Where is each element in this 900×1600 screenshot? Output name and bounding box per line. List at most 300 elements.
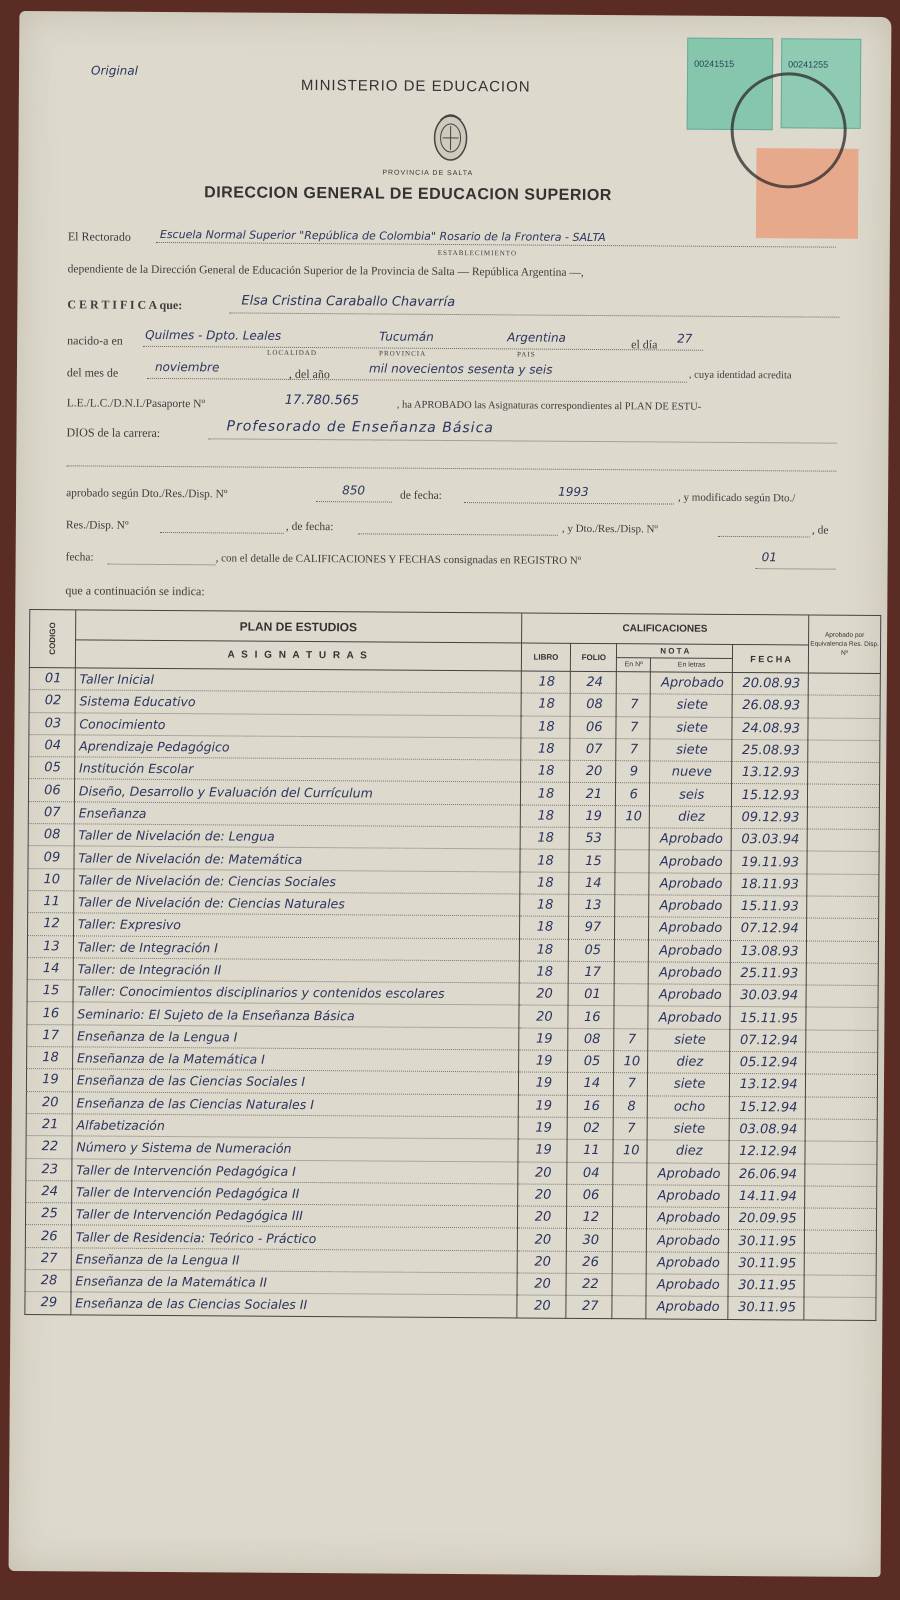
table-cell bbox=[518, 1072, 568, 1095]
table-cell bbox=[730, 962, 806, 985]
cell-subject: Taller de Residencia: Teórico - Práctico bbox=[75, 1228, 317, 1246]
cell-code: 22 bbox=[41, 1139, 59, 1155]
table-cell bbox=[28, 913, 74, 936]
cell-code: 11 bbox=[43, 894, 60, 910]
table-cell bbox=[650, 783, 732, 806]
cell-folio: 05 bbox=[584, 942, 602, 958]
cell-libro: 20 bbox=[534, 1254, 552, 1270]
table-cell bbox=[612, 1296, 646, 1319]
table-cell bbox=[804, 1253, 876, 1276]
cell-letras: Aprobado bbox=[656, 1255, 720, 1271]
table-cell bbox=[519, 983, 569, 1006]
cell-libro: 18 bbox=[536, 920, 554, 936]
table-cell bbox=[568, 983, 614, 1006]
y-dto-label: , y Dto./Res./Disp. Nº bbox=[561, 522, 658, 536]
cell-libro: 20 bbox=[534, 1276, 551, 1292]
table-cell bbox=[567, 1162, 613, 1185]
cell-folio: 01 bbox=[584, 987, 601, 1003]
cell-letras: siete bbox=[676, 720, 708, 736]
table-cell bbox=[731, 851, 807, 874]
cell-code: 10 bbox=[43, 871, 61, 888]
table-cell bbox=[569, 850, 615, 873]
table-cell bbox=[569, 961, 615, 984]
cell-letras: Aprobado bbox=[658, 987, 722, 1004]
table-cell bbox=[616, 694, 650, 717]
birth-day: 27 bbox=[677, 331, 693, 346]
cell-libro: 18 bbox=[537, 763, 555, 780]
table-cell bbox=[808, 762, 880, 785]
cell-code: 12 bbox=[43, 916, 60, 932]
cell-libro: 20 bbox=[534, 1209, 552, 1225]
table-cell bbox=[520, 738, 570, 761]
table-cell bbox=[25, 1292, 71, 1315]
table-cell bbox=[805, 1164, 877, 1187]
cell-code: 26 bbox=[41, 1228, 58, 1244]
de-fecha-2: , de fecha: bbox=[285, 520, 334, 534]
table-cell bbox=[72, 1136, 518, 1161]
cell-code: 28 bbox=[40, 1273, 58, 1289]
table-cell bbox=[805, 1186, 877, 1209]
table-cell bbox=[805, 1097, 877, 1120]
table-cell bbox=[616, 761, 650, 784]
table-cell bbox=[804, 1297, 876, 1320]
table-cell bbox=[28, 801, 74, 824]
cell-fecha: 13.12.94 bbox=[739, 1077, 798, 1093]
cell-subject: Taller: Expresivo bbox=[77, 916, 182, 933]
aprobado-segun: aprobado según Dto./Res./Disp. Nº bbox=[66, 487, 228, 501]
cell-code: 09 bbox=[43, 849, 61, 865]
cell-fecha: 30.03.94 bbox=[740, 988, 799, 1004]
cell-num: 7 bbox=[627, 1032, 637, 1048]
table-cell bbox=[25, 1247, 71, 1270]
table-cell bbox=[729, 1163, 805, 1186]
table-cell bbox=[646, 1274, 728, 1297]
table-cell bbox=[73, 913, 519, 938]
cell-code: 15 bbox=[42, 983, 60, 999]
cell-code: 21 bbox=[41, 1117, 59, 1133]
table-cell bbox=[570, 783, 616, 806]
cell-fecha: 14.11.94 bbox=[738, 1188, 797, 1205]
original-label: Original bbox=[90, 63, 139, 78]
cell-code: 25 bbox=[41, 1206, 58, 1222]
table-cell bbox=[520, 782, 570, 805]
res-disp-label: Res./Disp. Nº bbox=[65, 519, 129, 532]
table-cell bbox=[26, 1136, 72, 1159]
cell-code: 23 bbox=[41, 1161, 59, 1177]
table-cell bbox=[730, 1052, 806, 1075]
country: Argentina bbox=[507, 330, 566, 345]
table-cell bbox=[649, 895, 731, 918]
table-cell bbox=[648, 1051, 730, 1074]
table-cell bbox=[567, 1184, 613, 1207]
table-cell bbox=[646, 1296, 728, 1319]
cell-libro: 18 bbox=[536, 942, 554, 958]
cell-letras: Aprobado bbox=[659, 920, 723, 937]
table-cell bbox=[568, 1117, 614, 1140]
table-cell bbox=[517, 1273, 567, 1296]
table-cell bbox=[614, 1028, 648, 1051]
table-cell bbox=[73, 935, 519, 960]
cell-libro: 20 bbox=[536, 1009, 553, 1025]
cell-libro: 19 bbox=[535, 1031, 553, 1047]
cell-letras: diez bbox=[675, 1143, 703, 1160]
table-cell bbox=[567, 1251, 613, 1274]
cell-folio: 16 bbox=[583, 1098, 601, 1114]
cell-code: 27 bbox=[40, 1251, 58, 1267]
cell-code: 17 bbox=[42, 1028, 60, 1044]
cell-folio: 14 bbox=[584, 875, 602, 891]
cell-libro: 20 bbox=[534, 1299, 551, 1315]
en-no-header: En Nº bbox=[617, 658, 651, 672]
table-cell bbox=[25, 1270, 71, 1293]
cell-code: 08 bbox=[43, 827, 61, 843]
table-cell bbox=[650, 739, 732, 762]
table-cell bbox=[805, 1208, 877, 1231]
cell-num: 7 bbox=[627, 1121, 636, 1137]
cell-fecha: 07.12.94 bbox=[739, 1032, 798, 1049]
table-cell bbox=[519, 961, 569, 984]
table-cell bbox=[517, 1184, 567, 1207]
cell-folio: 12 bbox=[582, 1210, 600, 1226]
table-cell bbox=[731, 895, 807, 918]
table-cell bbox=[807, 829, 879, 852]
certificate-paper bbox=[9, 11, 892, 1577]
ano-prefix: , del año bbox=[288, 366, 330, 382]
cell-folio: 08 bbox=[586, 697, 603, 713]
cell-letras: diez bbox=[678, 809, 705, 825]
cell-fecha: 15.11.95 bbox=[740, 1010, 799, 1027]
cell-num: 6 bbox=[629, 786, 638, 802]
table-cell bbox=[570, 805, 616, 828]
table-cell bbox=[517, 1139, 567, 1162]
cell-libro: 18 bbox=[537, 808, 555, 824]
cell-num: 8 bbox=[627, 1099, 636, 1115]
folio-header: FOLIO bbox=[571, 643, 617, 671]
table-cell bbox=[519, 894, 569, 917]
table-cell bbox=[615, 939, 649, 962]
cell-num: 10 bbox=[622, 1143, 640, 1159]
birth-year: mil novecientos sesenta y seis bbox=[368, 361, 553, 377]
cell-folio: 24 bbox=[586, 675, 603, 691]
cell-subject: Enseñanza de la Lengua II bbox=[75, 1251, 240, 1268]
table-cell bbox=[807, 896, 879, 919]
cell-folio: 07 bbox=[585, 741, 603, 758]
table-cell bbox=[728, 1252, 804, 1275]
table-cell bbox=[613, 1229, 647, 1252]
cell-fecha: 03.03.94 bbox=[741, 832, 800, 848]
table-cell bbox=[566, 1273, 612, 1296]
fecha-label: fecha: bbox=[65, 551, 94, 564]
table-row bbox=[25, 1292, 876, 1320]
table-cell bbox=[647, 1207, 729, 1230]
table-cell bbox=[615, 895, 649, 918]
cell-folio: 26 bbox=[582, 1254, 599, 1270]
birth-month: noviembre bbox=[154, 359, 220, 375]
cell-fecha: 07.12.94 bbox=[740, 921, 799, 937]
table-cell bbox=[614, 1095, 648, 1118]
cell-code: 29 bbox=[40, 1295, 58, 1311]
rectorado-prefix: El Rectorado bbox=[67, 229, 131, 244]
table-cell bbox=[27, 935, 73, 958]
cell-code: 13 bbox=[43, 938, 60, 954]
table-cell bbox=[570, 761, 616, 784]
table-cell bbox=[568, 1050, 614, 1073]
table-cell bbox=[613, 1207, 647, 1230]
table-cell bbox=[75, 712, 521, 737]
cell-libro: 18 bbox=[537, 875, 554, 891]
cell-subject: Taller de Nivelación de: Ciencias Sociales bbox=[78, 872, 336, 890]
table-cell bbox=[729, 1208, 805, 1231]
cell-fecha: 30.11.95 bbox=[738, 1255, 797, 1272]
table-cell bbox=[732, 695, 808, 718]
table-cell bbox=[729, 1118, 805, 1141]
cell-libro: 20 bbox=[534, 1232, 552, 1248]
table-cell bbox=[29, 757, 75, 780]
cell-libro: 18 bbox=[537, 830, 554, 846]
cell-fecha: 12.12.94 bbox=[739, 1144, 798, 1160]
cell-num: 10 bbox=[625, 809, 642, 825]
table-cell bbox=[520, 805, 570, 828]
country-caption: PAIS bbox=[517, 350, 536, 359]
table-cell bbox=[731, 940, 807, 963]
table-cell bbox=[808, 718, 880, 741]
cell-subject: Seminario: El Sujeto de la Enseñanza Básica bbox=[77, 1005, 355, 1023]
table-cell bbox=[568, 1006, 614, 1029]
table-cell bbox=[73, 958, 519, 983]
table-cell bbox=[27, 1047, 73, 1070]
cell-letras: Aprobado bbox=[656, 1277, 720, 1294]
table-cell bbox=[613, 1162, 647, 1185]
table-cell bbox=[27, 957, 73, 980]
table-cell bbox=[615, 828, 649, 851]
table-cell bbox=[731, 806, 807, 829]
de-fecha-1: de fecha: bbox=[400, 489, 442, 502]
cell-letras: Aprobado bbox=[659, 853, 723, 870]
table-cell bbox=[27, 980, 73, 1003]
cell-subject: Enseñanza de la Matemática I bbox=[76, 1050, 265, 1067]
table-cell bbox=[649, 850, 731, 873]
cell-subject: Número y Sistema de Numeración bbox=[76, 1139, 292, 1157]
table-cell bbox=[806, 1007, 878, 1030]
table-cell bbox=[520, 827, 570, 850]
cell-folio: 02 bbox=[583, 1121, 600, 1137]
table-cell bbox=[25, 1203, 71, 1226]
detalle-text: , con el detalle de CALIFICACIONES Y FECHAS consignadas en REGISTRO Nº bbox=[215, 552, 582, 567]
table-cell bbox=[28, 846, 74, 869]
disp-year: 1993 bbox=[558, 484, 589, 499]
table-cell bbox=[519, 916, 569, 939]
cell-folio: 97 bbox=[584, 920, 602, 936]
province-name: Tucumán bbox=[379, 329, 434, 344]
table-cell bbox=[612, 1251, 646, 1274]
cell-fecha: 19.11.93 bbox=[741, 854, 800, 870]
cell-code: 07 bbox=[43, 805, 61, 821]
table-cell bbox=[568, 1028, 614, 1051]
table-cell bbox=[647, 1162, 729, 1185]
table-cell bbox=[648, 984, 730, 1007]
table-cell bbox=[74, 757, 520, 782]
table-cell bbox=[72, 1181, 518, 1206]
table-cell bbox=[75, 690, 521, 715]
table-cell bbox=[805, 1119, 877, 1142]
table-cell bbox=[519, 872, 569, 895]
cell-letras: Aprobado bbox=[659, 876, 723, 892]
table-cell bbox=[75, 668, 521, 693]
table-cell bbox=[728, 1274, 804, 1297]
table-cell bbox=[517, 1251, 567, 1274]
aprobado-suffix: , ha APROBADO las Asignaturas correspondientes al PLAN DE ESTU- bbox=[396, 399, 702, 413]
cell-num: 7 bbox=[630, 697, 639, 713]
table-cell bbox=[616, 805, 650, 828]
dependiente-text: dependiente de la Dirección General de Educación Superior de la Provincia de Salta — República Argentina —, bbox=[67, 263, 584, 279]
table-cell bbox=[28, 779, 74, 802]
asignaturas-header: A S I G N A T U R A S bbox=[75, 640, 521, 671]
table-cell bbox=[731, 873, 807, 896]
province-name-caption: PROVINCIA bbox=[379, 349, 427, 358]
table-cell bbox=[649, 917, 731, 940]
table-cell bbox=[519, 939, 569, 962]
table-cell bbox=[808, 784, 880, 807]
table-cell bbox=[614, 1051, 648, 1074]
table-cell bbox=[650, 806, 732, 829]
table-cell bbox=[806, 941, 878, 964]
table-cell bbox=[650, 761, 732, 784]
table-cell bbox=[26, 1180, 72, 1203]
cell-letras: Aprobado bbox=[659, 898, 723, 915]
table-cell bbox=[650, 672, 732, 695]
cell-fecha: 05.12.94 bbox=[739, 1055, 798, 1071]
cell-code: 14 bbox=[42, 961, 60, 977]
certifica-label: C E R T I F I C A que: bbox=[67, 297, 183, 313]
table-cell bbox=[72, 1047, 518, 1072]
table-cell bbox=[72, 1114, 518, 1139]
cell-letras: Aprobado bbox=[657, 1188, 721, 1204]
table-cell bbox=[74, 802, 520, 827]
stamp-number-2: 00241255 bbox=[788, 59, 829, 70]
cell-libro: 18 bbox=[538, 697, 555, 713]
cell-fecha: 25.11.93 bbox=[740, 966, 799, 982]
cell-code: 19 bbox=[42, 1072, 59, 1088]
cell-code: 20 bbox=[41, 1094, 59, 1111]
table-cell bbox=[728, 1230, 804, 1253]
table-cell bbox=[807, 851, 879, 874]
cell-letras: siete bbox=[676, 698, 709, 714]
table-cell bbox=[615, 962, 649, 985]
table-cell bbox=[518, 1050, 568, 1073]
table-cell bbox=[517, 1162, 567, 1185]
table-cell bbox=[28, 868, 74, 891]
table-cell bbox=[807, 918, 879, 941]
table-cell bbox=[613, 1140, 647, 1163]
table-cell bbox=[732, 784, 808, 807]
cell-subject: Enseñanza de las Ciencias Sociales II bbox=[75, 1295, 308, 1313]
table-cell bbox=[648, 1073, 730, 1096]
table-cell bbox=[616, 739, 650, 762]
table-cell bbox=[732, 717, 808, 740]
cell-folio: 11 bbox=[583, 1143, 600, 1159]
table-cell bbox=[732, 762, 808, 785]
table-cell bbox=[730, 1029, 806, 1052]
table-cell bbox=[71, 1270, 517, 1295]
table-cell bbox=[805, 1074, 877, 1097]
table-cell bbox=[75, 735, 521, 760]
cell-folio: 20 bbox=[585, 764, 603, 780]
table-cell bbox=[570, 827, 616, 850]
table-cell bbox=[518, 1028, 568, 1051]
table-cell bbox=[570, 694, 616, 717]
grades-body bbox=[25, 668, 880, 1321]
table-cell bbox=[26, 1069, 72, 1092]
table-cell bbox=[26, 1158, 72, 1181]
cell-fecha: 15.11.93 bbox=[740, 899, 799, 915]
cell-num: 7 bbox=[630, 719, 639, 736]
table-cell bbox=[521, 693, 571, 716]
cell-folio: 30 bbox=[582, 1232, 600, 1248]
grades-table bbox=[24, 609, 881, 1321]
cell-code: 03 bbox=[44, 715, 62, 732]
table-cell bbox=[648, 1006, 730, 1029]
table-cell bbox=[519, 849, 569, 872]
modificado-text: , y modificado según Dto./ bbox=[678, 491, 796, 505]
cell-libro: 18 bbox=[537, 741, 555, 757]
cell-subject: Taller: de Integración I bbox=[77, 939, 218, 956]
cell-libro: 18 bbox=[538, 674, 556, 690]
table-cell bbox=[29, 734, 75, 757]
continuacion-text: que a continuación se indica: bbox=[65, 583, 205, 599]
cell-folio: 08 bbox=[583, 1031, 601, 1047]
cell-letras: Aprobado bbox=[656, 1299, 720, 1316]
student-name: Elsa Cristina Caraballo Chavarría bbox=[241, 293, 456, 311]
disp-number: 850 bbox=[342, 483, 366, 498]
cell-letras: Aprobado bbox=[660, 675, 724, 692]
table-cell bbox=[731, 829, 807, 852]
cell-fecha: 26.06.94 bbox=[738, 1166, 797, 1183]
table-cell bbox=[808, 740, 880, 763]
table-cell bbox=[615, 872, 649, 895]
codigo-header: CODIGO bbox=[29, 610, 75, 668]
table-cell bbox=[646, 1252, 728, 1275]
cell-folio: 04 bbox=[582, 1165, 600, 1181]
table-cell bbox=[29, 668, 75, 691]
table-cell bbox=[807, 874, 879, 897]
cell-fecha: 13.08.93 bbox=[740, 943, 799, 960]
libro-header: LIBRO bbox=[521, 643, 571, 671]
table-cell bbox=[74, 891, 520, 916]
cell-letras: siete bbox=[674, 1032, 706, 1048]
cell-fecha: 20.09.95 bbox=[738, 1211, 797, 1227]
cell-fecha: 15.12.94 bbox=[739, 1099, 798, 1116]
cell-letras: Aprobado bbox=[657, 1210, 721, 1227]
table-cell bbox=[804, 1275, 876, 1298]
dia-prefix: el día bbox=[631, 337, 658, 352]
cell-subject: Taller de Nivelación de: Matemática bbox=[78, 849, 303, 867]
table-cell bbox=[26, 1113, 72, 1136]
table-cell bbox=[615, 850, 649, 873]
locality: Quilmes - Dpto. Leales bbox=[145, 327, 282, 343]
table-cell bbox=[730, 985, 806, 1008]
table-cell bbox=[804, 1230, 876, 1253]
table-cell bbox=[806, 985, 878, 1008]
nota-header: N O T A bbox=[617, 644, 733, 659]
table-cell bbox=[521, 671, 571, 694]
cell-libro: 18 bbox=[538, 719, 555, 735]
table-cell bbox=[732, 672, 808, 695]
cell-libro: 19 bbox=[535, 1120, 552, 1136]
table-cell bbox=[616, 716, 650, 739]
cell-letras: siete bbox=[673, 1121, 706, 1137]
table-cell bbox=[647, 1185, 729, 1208]
cell-subject: Alfabetización bbox=[76, 1117, 165, 1134]
